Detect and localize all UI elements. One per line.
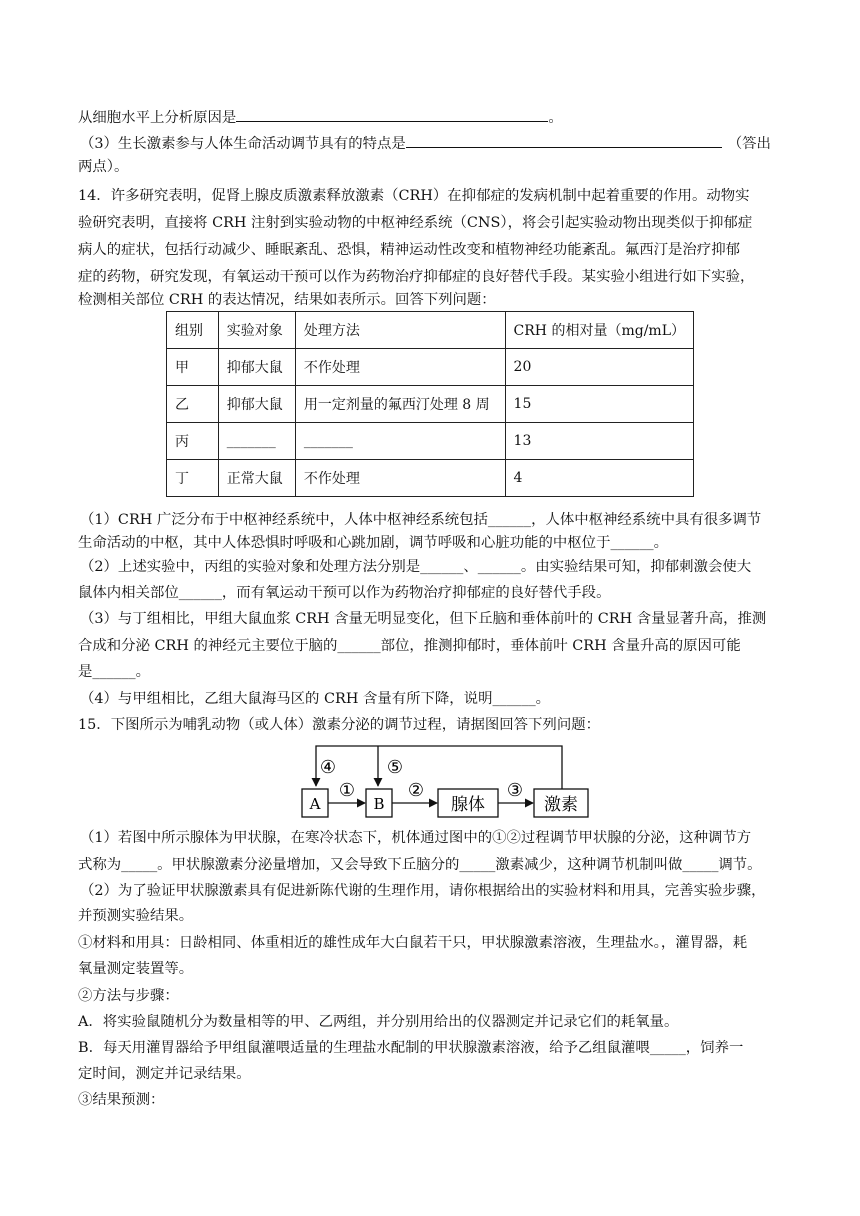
text-line: 验研究表明，直接将 CRH 注射到实验动物的中枢神经系统（CNS），将会引起实验动物出现类似于抑郁症 [78,215,753,231]
answer-blank [406,133,722,148]
cell-value: 20 [505,349,693,386]
text-line: 是______。 [78,664,150,680]
text-line-q14-1: （1）CRH 广泛分布于中枢神经系统中，人体中枢神经系统包括______，人体中枢神经系统中具有很多调节 [80,512,762,528]
label-step2: ② [407,780,425,801]
text-line-q15: 15．下图所示为哺乳动物（或人体）激素分泌的调节过程，请据图回答下列问题： [78,717,600,733]
label-gland: 腺体 [451,795,485,815]
label-step3: ③ [506,780,524,801]
cell-method: 不作处理 [295,349,505,386]
label-hormone: 激素 [544,795,578,815]
text-line: B．每天用灌胃器给予甲组鼠灌喂适量的生理盐水配制的甲状腺激素溶液，给予乙组鼠灌喂_____，饲养一 [78,1040,744,1056]
text-line-q3 [80,133,786,154]
text-line-cell-level [78,107,784,128]
text-line-q15-1: （1）若图中所示腺体为甲状腺，在寒冷状态下，机体通过图中的①②过程调节甲状腺的分泌，这种调节方 [80,830,752,846]
label-b: B [373,795,385,813]
text-line: 氧量测定装置等。 [78,961,194,977]
cell-value: 15 [505,386,693,423]
text-line: 并预测实验结果。 [78,908,194,924]
table-header: 处理方法 [295,312,505,349]
text-line: A．将实验鼠随机分为数量相等的甲、乙两组，并分别用给出的仪器测定并记录它们的耗氧量。 [78,1014,679,1030]
text-line: 两点）。 [78,159,129,175]
label-step5: ⑤ [386,757,404,778]
cell-value: 4 [505,460,693,497]
text-line: 定时间，测定并记录结果。 [78,1066,251,1082]
table-row [167,460,694,497]
cell-method: 不作处理 [295,460,505,497]
text-line: 合成和分泌 CRH 的神经元主要位于脑的______部位，推测抑郁时，垂体前叶 CRH 含量升高的原因可能 [78,638,741,654]
text-line: 检测相关部位 CRH 的表达情况，结果如表所示。回答下列问题： [78,292,496,308]
line-text: （3）生长激素参与人体生命活动调节具有的特点是 [80,136,406,152]
cell-subject: _______ [218,423,295,460]
text-line: 生命活动的中枢，其中人体恐惧时呼吸和心跳加剧，调节呼吸和心脏功能的中枢位于______。 [78,535,669,551]
cell-group: 甲 [167,349,219,386]
cell-group: 丁 [167,460,219,497]
label-step4: ④ [319,757,337,778]
text-line: ③结果预测： [78,1092,165,1108]
text-line-q15-2: （2）为了验证甲状腺激素具有促进新陈代谢的生理作用，请你根据给出的实验材料和用具，完善实验步骤， [80,883,766,899]
cell-subject: 抑郁大鼠 [218,349,295,386]
text-line: 式称为_____。甲状腺激素分泌量增加，又会导致下丘脑分的_____激素减少，这种调节机制叫做_____调节。 [78,857,762,873]
text-line: ①材料和用具：日龄相同、体重相近的雄性成年大白鼠若干只，甲状腺激素溶液，生理盐水。，灌胃器，耗 [78,935,748,951]
text-line-q14-3: （3）与丁组相比，甲组大鼠血浆 CRH 含量无明显变化，但下丘脑和垂体前叶的 CRH 含量显著升高，推测 [80,611,767,627]
table-header-row [167,312,694,349]
line-text: （答出 [727,136,771,152]
text-line: 病人的症状，包括行动减少、睡眠紊乱、恐惧，精神运动性改变和植物神经功能紊乱。氟西汀是治疗抑郁 [78,242,740,258]
text-line: ②方法与步骤： [78,988,179,1004]
answer-blank [236,107,548,122]
table-row [167,349,694,386]
text-line: 鼠体内相关部位______，而有氧运动干预可以作为药物治疗抑郁症的良好替代手段。 [78,585,611,601]
crh-table [166,311,694,497]
table-header: 组别 [167,312,219,349]
cell-subject: 正常大鼠 [218,460,295,497]
table-row [167,386,694,423]
line-text: 。 [548,110,563,126]
cell-group: 乙 [167,386,219,423]
text-line-q14-4: （4）与甲组相比，乙组大鼠海马区的 CRH 含量有所下降，说明______。 [80,691,551,707]
text-line: 症的药物，研究发现，有氧运动干预可以作为药物治疗抑郁症的良好替代手段。某实验小组进行如下实验， [78,269,755,285]
table-row [167,423,694,460]
text-line-q14-2: （2）上述实验中，丙组的实验对象和处理方法分别是______、______。由实验结果可知，抑郁刺激会使大 [80,559,752,575]
table-header: 实验对象 [218,312,295,349]
hormone-regulation-diagram [292,743,578,823]
cell-subject: 抑郁大鼠 [218,386,295,423]
cell-value: 13 [505,423,693,460]
text-line-q14: 14．许多研究表明，促肾上腺皮质激素释放激素（CRH）在抑郁症的发病机制中起着重要的作用。动物实 [78,188,750,204]
label-a: A [309,795,321,813]
table-header: CRH 的相对量（mg/mL） [505,312,693,349]
cell-method: 用一定剂量的氟西汀处理 8 周 [295,386,505,423]
cell-method: _______ [295,423,505,460]
cell-group: 丙 [167,423,219,460]
line-text: 从细胞水平上分析原因是 [78,110,237,126]
label-step1: ① [338,780,356,801]
